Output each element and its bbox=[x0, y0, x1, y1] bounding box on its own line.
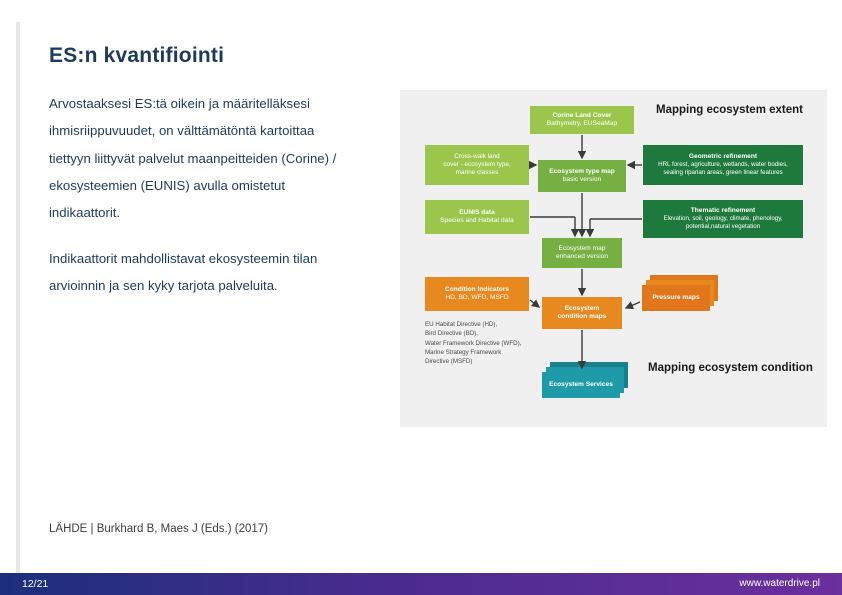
box-thematic-line2: Elevation, soil, geology, climate, phenology, bbox=[663, 215, 783, 223]
left-accent-bar bbox=[16, 22, 20, 577]
note-line-3: Water Framework Directive (WFD), bbox=[425, 339, 522, 347]
box-thematic-line1: Thematic refinement bbox=[690, 207, 756, 215]
box-geometric-line3: sealing riparian areas, green linear features bbox=[663, 169, 783, 177]
footer-url: www.waterdrive.pl bbox=[739, 578, 820, 589]
box-condition-indicators-line1: Condition Indicators bbox=[444, 285, 510, 293]
diagram-arrows bbox=[400, 90, 827, 427]
box-typemap-line2: basic version bbox=[562, 176, 602, 183]
body-paragraph-2: Indikaattorit mahdollistavat ekosysteemin tilan arvioinnin ja sen kyky tarjota palveluita. bbox=[49, 250, 318, 293]
box-condition-maps-line2: condition maps bbox=[557, 313, 607, 320]
box-ecosystem-services-line1: Ecosystem Services bbox=[549, 380, 613, 388]
box-eunis-line1: EUNIS data bbox=[459, 208, 495, 216]
box-cross-walk-line2: cover - ecosystem type, bbox=[443, 161, 511, 168]
slide-footer bbox=[0, 573, 842, 595]
note-line-2: Bird Directive (BD), bbox=[425, 330, 478, 338]
heading-mapping-ecosystem-condition: Mapping ecosystem condition bbox=[648, 362, 813, 374]
box-pressure-maps-line1: Pressure maps bbox=[652, 293, 700, 301]
box-cross-walk-line3: marine classes bbox=[455, 169, 499, 176]
page-title: ES:n kvantifiointi bbox=[49, 44, 225, 67]
box-cross-walk-line1: Cross-walk land bbox=[454, 153, 500, 160]
source-citation: LÄHDE | Burkhard B, Maes J (Eds.) (2017) bbox=[49, 523, 269, 535]
box-thematic-line3: potential,natural vegetation bbox=[685, 223, 761, 231]
box-corine-line1: Corine Land Cover bbox=[552, 111, 612, 119]
box-typemap-line1: Ecosystem type map bbox=[549, 167, 615, 175]
box-enhanced-line2: enhanced version bbox=[555, 253, 609, 260]
box-enhanced-line1: Ecosystem map bbox=[558, 244, 606, 252]
heading-mapping-ecosystem-extent: Mapping ecosystem extent bbox=[656, 104, 803, 116]
note-line-1: EU Habitat Directive (HD), bbox=[425, 321, 498, 328]
body-paragraph-1: Arvostaaksesi ES:tä oikein ja määritelläksesi ihmisriippuvuudet, on välttämätöntä kartoittaa tiettyyn liittyvät palvelut maanpeitteiden (Corine) / ekosysteemien (EUNIS) avulla omistetut indikaattorit. bbox=[49, 96, 337, 221]
note-line-5: Directive (MSFD) bbox=[425, 358, 473, 366]
box-geometric-line1: Geometric refinement bbox=[688, 153, 758, 161]
box-eunis-line2: Species and Habitat data bbox=[440, 217, 514, 224]
box-condition-maps-line1: Ecosystem bbox=[564, 304, 600, 312]
box-corine-line2: Bathymetry, EUSeaMap bbox=[546, 120, 618, 127]
box-condition-indicators-line2: HD, BD, WFD, MSFD bbox=[445, 294, 509, 301]
box-geometric-line2: HRL forest, agriculture, wetlands, water bodies, bbox=[658, 161, 788, 169]
body-text bbox=[49, 90, 359, 317]
ecosystem-mapping-diagram bbox=[400, 90, 827, 427]
note-line-4: Marine Strategy Framework bbox=[425, 348, 502, 356]
page-number: 12/21 bbox=[22, 578, 49, 590]
